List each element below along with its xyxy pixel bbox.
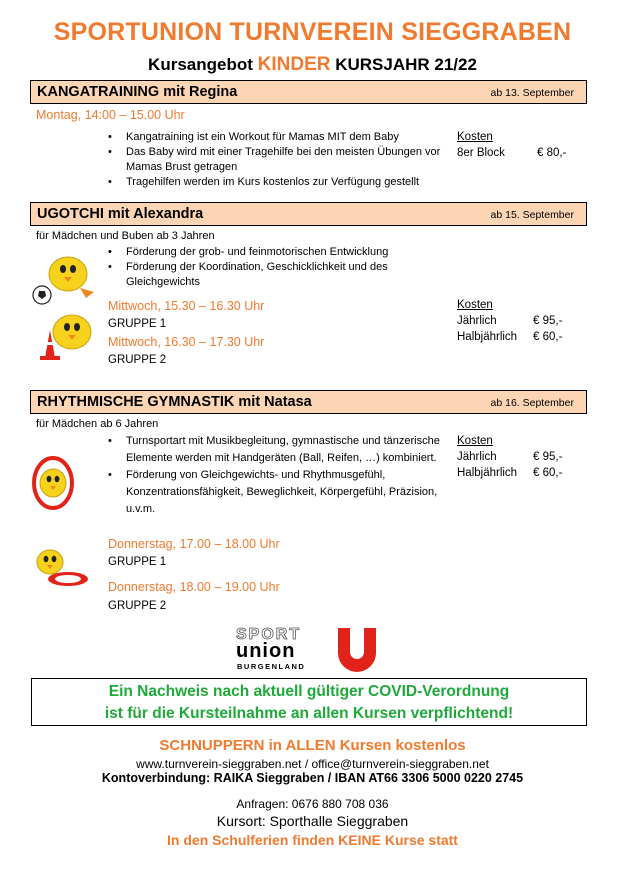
- section-title: KANGATRAINING mit Regina: [37, 84, 238, 100]
- group-label: GRUPPE 1: [108, 318, 167, 330]
- cost-item: Jährlich: [457, 315, 497, 327]
- course-time: Mittwoch, 15.30 – 16.30 Uhr: [108, 299, 265, 313]
- bank-details: Kontoverbindung: RAIKA Sieggraben / IBAN AT66 3306 5000 0220 2745: [101, 771, 524, 785]
- section-date: ab 16. September: [490, 397, 574, 409]
- section-bar-rhythmische-gymnastik: [30, 390, 587, 414]
- course-audience: für Mädchen ab 6 Jahren: [36, 418, 159, 430]
- cost-value: € 95,-: [533, 451, 563, 463]
- cost-label: Kosten: [457, 299, 493, 311]
- cost-box: [457, 297, 587, 345]
- cost-item: 8er Block: [457, 147, 505, 159]
- covid-notice: [31, 678, 587, 726]
- schnuppern-text: SCHNUPPERN in ALLEN Kursen kostenlos: [159, 737, 466, 754]
- bullet-item: • Turnsportart mit Musikbegleitung, gymnastische und tänzerische Elemente werden mit Handgeräten (Ball, Reifen, …) kombiniert.: [108, 433, 442, 467]
- bullet-list: [108, 433, 442, 518]
- group-label: GRUPPE 2: [108, 354, 167, 366]
- cost-box: [457, 129, 577, 161]
- chick-ball-icon: [30, 248, 100, 308]
- bullet-item: • Kangatraining ist ein Workout für Mamas MIT dem Baby: [108, 130, 448, 145]
- cost-label: Kosten: [457, 435, 493, 447]
- course-time: Mittwoch, 16.30 – 17.30 Uhr: [108, 335, 265, 349]
- covid-line: Ein Nachweis nach aktuell gültiger COVID-Verordnung: [108, 683, 510, 700]
- logo-burgenland: BURGENLAND: [237, 662, 306, 671]
- bullet-item: • Förderung von Gleichgewichts- und Rhythmusgefühl, Konzentrationsfähigkeit, Beweglichkeit, Körpergefühl, Präzision, u.v.m.: [108, 467, 442, 518]
- group-label: GRUPPE 2: [108, 600, 167, 612]
- cost-value: € 60,-: [533, 331, 563, 343]
- cost-item: Halbjährlich: [457, 467, 518, 479]
- chick-mat-icon: [30, 545, 92, 589]
- covid-line: ist für die Kursteilnahme an allen Kursen verpflichtend!: [104, 705, 514, 722]
- cost-value: € 95,-: [533, 315, 563, 327]
- section-bar-kangatraining: [30, 80, 587, 104]
- group-label: GRUPPE 1: [108, 556, 167, 568]
- kursort: Kursort: Sporthalle Sieggraben: [216, 813, 409, 829]
- bullet-item: • Förderung der grob- und feinmotorischen Entwicklung: [108, 245, 438, 260]
- contact-web[interactable]: www.turnverein-sieggraben.net / office@turnverein-sieggraben.net: [136, 757, 489, 771]
- chick-hoop-icon: [30, 452, 76, 514]
- subtitle-kinder: KINDER: [257, 54, 331, 75]
- bullet-item: • Tragehilfen werden im Kurs kostenlos zur Verfügung gestellt: [108, 175, 448, 190]
- cost-item: Halbjährlich: [457, 331, 518, 343]
- cost-box: [457, 433, 587, 481]
- course-time: Montag, 14:00 – 15.00 Uhr: [36, 108, 185, 122]
- union-u-icon: [336, 626, 378, 672]
- page-subtitle: [0, 54, 625, 76]
- subtitle-prefix: Kursangebot: [148, 55, 253, 74]
- bullet-item: • Förderung der Koordination, Geschicklichkeit und des Gleichgewichts: [108, 260, 438, 290]
- ferien-notice: In den Schulferien finden KEINE Kurse statt: [167, 832, 458, 848]
- bullet-item: • Das Baby wird mit einer Tragehilfe bei den meisten Übungen vor Mamas Brust getragen: [108, 145, 448, 175]
- logo-sport: SPORT: [236, 626, 302, 643]
- bullet-list: [108, 130, 448, 190]
- page-title: SPORTUNION TURNVEREIN SIEGGRABEN: [53, 18, 572, 46]
- cost-label: Kosten: [457, 131, 493, 143]
- logo-union: union: [236, 640, 296, 662]
- bullet-list: [108, 245, 438, 290]
- section-title: UGOTCHI mit Alexandra: [37, 206, 204, 222]
- subtitle-year: KURSJAHR 21/22: [335, 55, 477, 74]
- section-date: ab 15. September: [490, 209, 574, 221]
- chick-cone-icon: [30, 308, 100, 363]
- course-audience: für Mädchen und Buben ab 3 Jahren: [36, 230, 215, 242]
- sportunion-logo: [236, 626, 382, 672]
- course-time: Donnerstag, 18.00 – 19.00 Uhr: [108, 580, 280, 594]
- course-time: Donnerstag, 17.00 – 18.00 Uhr: [108, 537, 280, 551]
- cost-value: € 80,-: [537, 147, 567, 159]
- section-bar-ugotchi: [30, 202, 587, 226]
- anfragen-phone: Anfragen: 0676 880 708 036: [236, 797, 389, 811]
- cost-item: Jährlich: [457, 451, 497, 463]
- cost-value: € 60,-: [533, 467, 563, 479]
- section-title: RHYTHMISCHE GYMNASTIK mit Natasa: [37, 394, 312, 410]
- section-date: ab 13. September: [490, 87, 574, 99]
